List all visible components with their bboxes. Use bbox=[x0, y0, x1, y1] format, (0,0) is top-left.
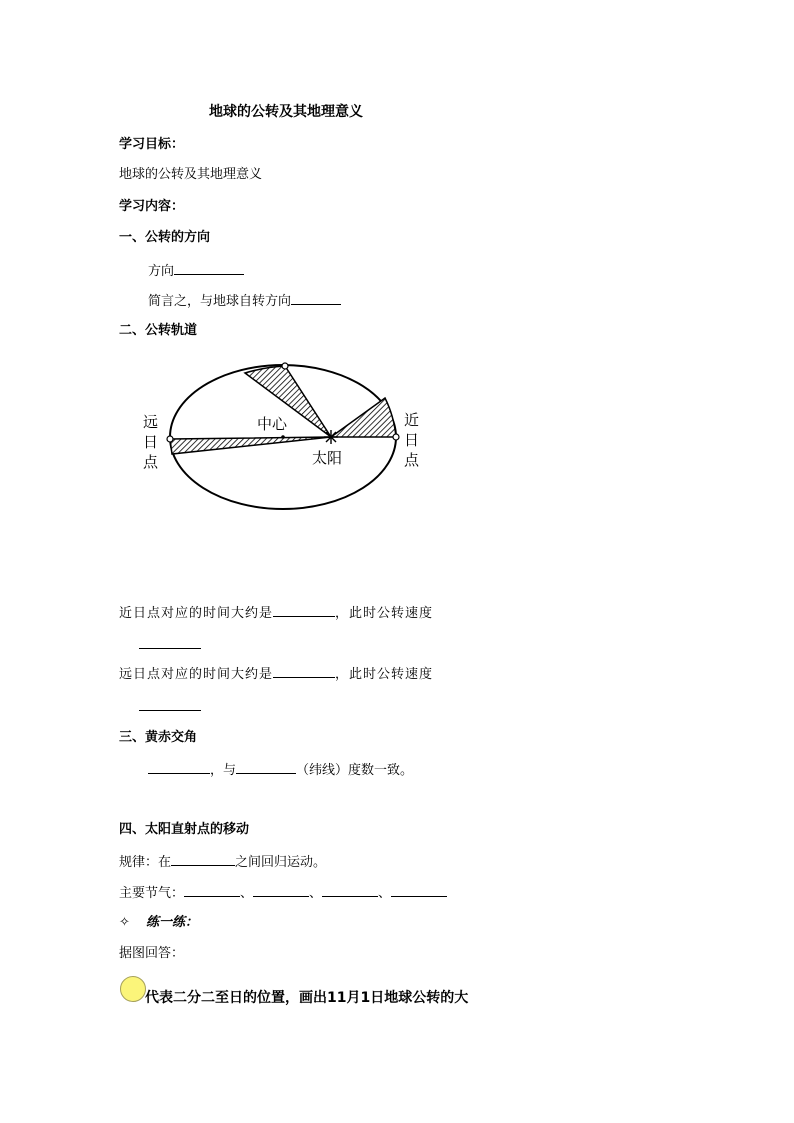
aphelion-question bbox=[119, 665, 433, 683]
section3-heading: 三、黄赤交角 bbox=[119, 730, 198, 745]
latitude-blank[interactable] bbox=[236, 761, 296, 774]
obliquity-question-mid: ，与 bbox=[210, 763, 237, 778]
rotation-question bbox=[148, 292, 341, 310]
near-sector bbox=[331, 398, 396, 437]
far-label-1: 远 bbox=[143, 413, 159, 431]
page-title: 地球的公转及其地理意义 bbox=[209, 104, 363, 120]
solar-terms-label: 主要节气： bbox=[119, 886, 185, 901]
solar-term-blank-3[interactable] bbox=[322, 884, 378, 897]
last-line: 代表二分二至日的位置，画出11月1日地球公转的大 bbox=[145, 990, 469, 1006]
rotation-blank[interactable] bbox=[291, 292, 341, 305]
rule-question-label: 规律：在 bbox=[119, 855, 172, 870]
separator: 、 bbox=[240, 886, 254, 901]
aphelion-time-blank[interactable] bbox=[273, 665, 335, 678]
perihelion-question-suffix: ，此时公转速度 bbox=[335, 606, 434, 621]
near-point-marker bbox=[393, 434, 399, 440]
section2-heading: 二、公转轨道 bbox=[119, 323, 198, 338]
section1-heading: 一、公转的方向 bbox=[119, 230, 211, 245]
center-point bbox=[281, 435, 285, 439]
practice-row bbox=[119, 915, 198, 931]
obliquity-question-suffix: （纬线）度数一致。 bbox=[296, 763, 414, 778]
orbit-diagram bbox=[137, 358, 427, 514]
far-label-2: 日 bbox=[143, 433, 159, 451]
direction-question-label: 方向 bbox=[148, 264, 175, 279]
solar-term-blank-1[interactable] bbox=[184, 884, 240, 897]
separator: 、 bbox=[309, 886, 323, 901]
sun-icon bbox=[324, 430, 338, 444]
near-label-2: 日 bbox=[404, 431, 420, 449]
aphelion-question-suffix: ，此时公转速度 bbox=[335, 667, 434, 682]
rule-blank[interactable] bbox=[171, 853, 235, 866]
sun-label: 太阳 bbox=[312, 449, 343, 467]
perihelion-speed-blank[interactable] bbox=[139, 648, 201, 649]
far-label-3: 点 bbox=[143, 453, 159, 471]
near-label-1: 近 bbox=[404, 411, 420, 429]
aphelion-question-label: 远日点对应的时间大约是 bbox=[119, 667, 274, 682]
rule-question bbox=[119, 853, 326, 871]
solar-term-blank-2[interactable] bbox=[253, 884, 309, 897]
practice-label: 练一练： bbox=[146, 915, 199, 930]
direction-question bbox=[148, 262, 244, 280]
far-point-marker bbox=[167, 436, 173, 442]
obliquity-question bbox=[148, 761, 413, 779]
sparkle-icon: ✧ bbox=[119, 915, 130, 930]
rotation-question-label: 简言之，与地球自转方向 bbox=[148, 294, 292, 309]
solar-terms-question bbox=[119, 884, 447, 902]
goal-text: 地球的公转及其地理意义 bbox=[119, 167, 263, 182]
far-sector bbox=[170, 437, 331, 454]
direction-blank[interactable] bbox=[174, 262, 244, 275]
goal-heading: 学习目标： bbox=[119, 137, 185, 152]
answer-prompt: 据图回答： bbox=[119, 946, 185, 961]
top-point-marker bbox=[282, 363, 288, 369]
solar-term-blank-4[interactable] bbox=[391, 884, 447, 897]
separator: 、 bbox=[378, 886, 392, 901]
obliquity-blank[interactable] bbox=[148, 761, 210, 774]
center-label: 中心 bbox=[257, 415, 288, 433]
perihelion-time-blank[interactable] bbox=[273, 604, 335, 617]
perihelion-question-label: 近日点对应的时间大约是 bbox=[119, 606, 274, 621]
content-heading: 学习内容： bbox=[119, 199, 185, 214]
near-label-3: 点 bbox=[404, 451, 420, 469]
sun-circle-icon bbox=[120, 976, 146, 1002]
perihelion-question bbox=[119, 604, 433, 622]
rule-question-suffix: 之间回归运动。 bbox=[235, 855, 327, 870]
aphelion-speed-blank[interactable] bbox=[139, 710, 201, 711]
section4-heading: 四、太阳直射点的移动 bbox=[119, 822, 250, 837]
